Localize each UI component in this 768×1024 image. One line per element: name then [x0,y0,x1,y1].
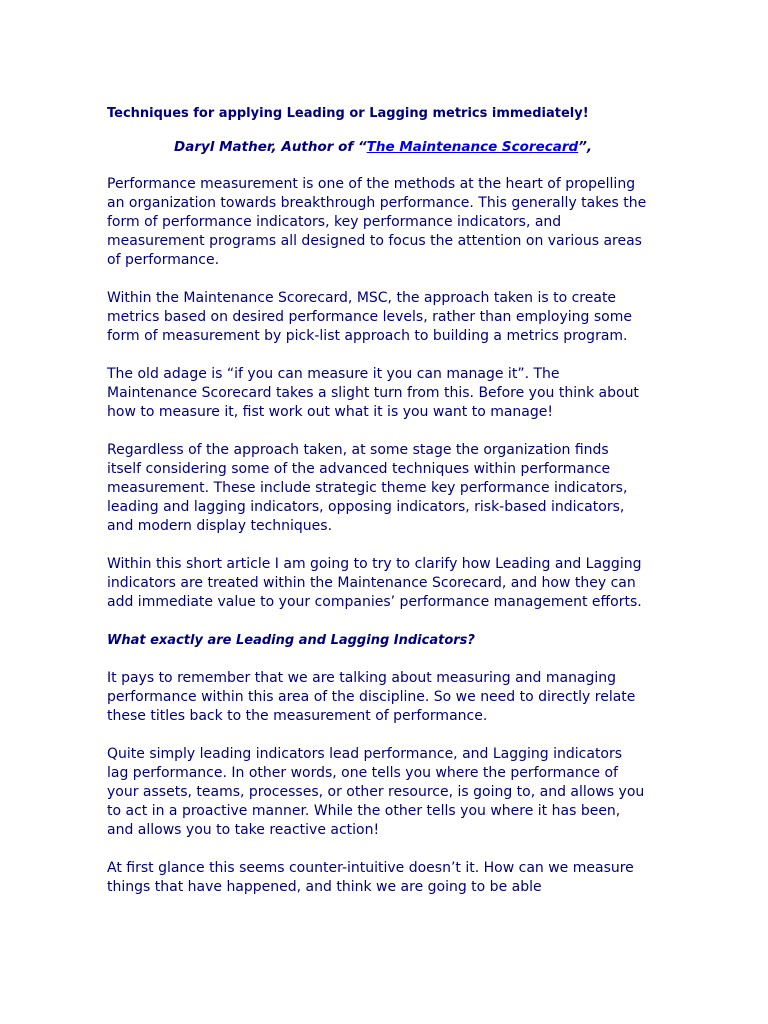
paragraph-leading-lagging-definition: Quite simply leading indicators lead performance, and Lagging indicators lag performance. In other words, one tells you where the performance of your assets, teams, processes, or other resource, is going to, and allows you to act in a proactive manner. While the other tells you where it has been, and allows you to take reactive action! [107,746,645,838]
article-body [107,175,647,916]
paragraph-article-purpose: Within this short article I am going to try to clarify how Leading and Lagging indicators are treated within the Maintenance Scorecard, and how they can add immediate value to your companies’ performance management efforts. [107,556,642,610]
paragraph-msc-approach: Within the Maintenance Scorecard, MSC, the approach taken is to create metrics based on desired performance levels, rather than employing some form of measurement by pick-list approach to building a metrics program. [107,290,632,344]
author-byline [174,139,592,155]
byline-prefix: Daryl Mather, Author of “ [174,139,367,155]
section-heading: What exactly are Leading and Lagging Indicators? [107,633,475,648]
paragraph-old-adage: The old adage is “if you can measure it you can manage it”. The Maintenance Scorecard takes a slight turn from this. Before you think about how to measure it, fist work out what it is you want to manage! [107,366,639,420]
paragraph-intro: Performance measurement is one of the methods at the heart of propelling an organization towards breakthrough performance. This generally takes the form of performance indicators, key performance indicators, and measurement programs all designed to focus the attention on various areas of performance. [107,176,647,268]
book-title-link[interactable]: The Maintenance Scorecard [366,139,579,155]
paragraph-counter-intuitive: At first glance this seems counter-intuitive doesn’t it. How can we measure things that have happened, and think we are going to be able [107,860,634,895]
paragraph-measuring-performance: It pays to remember that we are talking about measuring and managing performance within this area of the discipline. So we need to directly relate these titles back to the measurement of performance. [107,670,636,724]
byline-suffix: ”, [578,139,593,155]
document-title: Techniques for applying Leading or Lagging metrics immediately! [107,106,589,121]
paragraph-advanced-techniques: Regardless of the approach taken, at some stage the organization finds itself considering some of the advanced techniques within performance measurement. These include strategic theme key performance indicators, leading and lagging indicators, opposing indicators, risk-based indicators, and modern display techniques. [107,442,628,534]
